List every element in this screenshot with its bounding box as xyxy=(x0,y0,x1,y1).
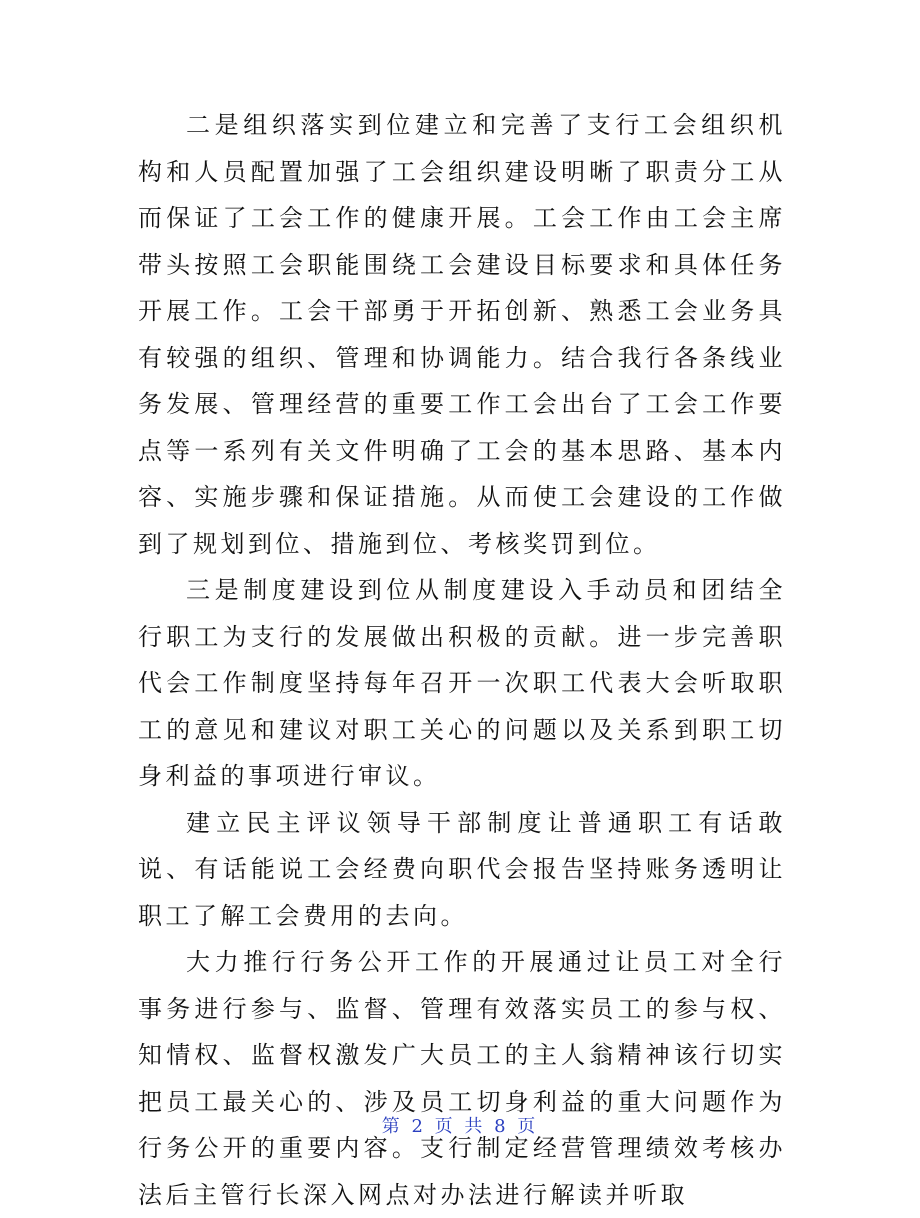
paragraph-affairs-disclosure: 大力推行行务公开工作的开展通过让员工对全行事务进行参与、监督、管理有效落实员工的参与权、知情权、监督权激发广大员工的主人翁精神该行切实把员工最关心的、涉及员工切身利益的重大问题作为行务公开的重要内容。支行制定经营管理绩效考核办法后主管行长深入网点对办法进行解读并听取 xyxy=(138,948,786,1209)
paragraph-organization: 二是组织落实到位建立和完善了支行工会组织机构和人员配置加强了工会组织建设明晰了职责分工从而保证了工会工作的健康开展。工会工作由工会主席带头按照工会职能围绕工会建设目标要求和具体任务开展工作。工会干部勇于开拓创新、熟悉工会业务具有较强的组织、管理和协调能力。结合我行各条线业务发展、管理经营的重要工作工会出台了工会工作要点等一系列有关文件明确了工会的基本思路、基本内容、实施步骤和保证措施。从而使工会建设的工作做到了规划到位、措施到位、考核奖罚到位。 xyxy=(138,111,786,558)
paragraph-system-building: 三是制度建设到位从制度建设入手动员和团结全行职工为支行的发展做出积极的贡献。进一步完善职代会工作制度坚持每年召开一次职工代表大会听取职工的意见和建议对职工关心的问题以及关系到职工切身利益的事项进行审议。 xyxy=(138,576,786,790)
document-body xyxy=(138,102,786,1218)
paragraph-democratic-review: 建立民主评议领导干部制度让普通职工有话敢说、有话能说工会经费向职代会报告坚持账务透明让职工了解工会费用的去向。 xyxy=(138,808,786,930)
page-number-footer: 第 2 页 共 8 页 xyxy=(381,1116,539,1137)
